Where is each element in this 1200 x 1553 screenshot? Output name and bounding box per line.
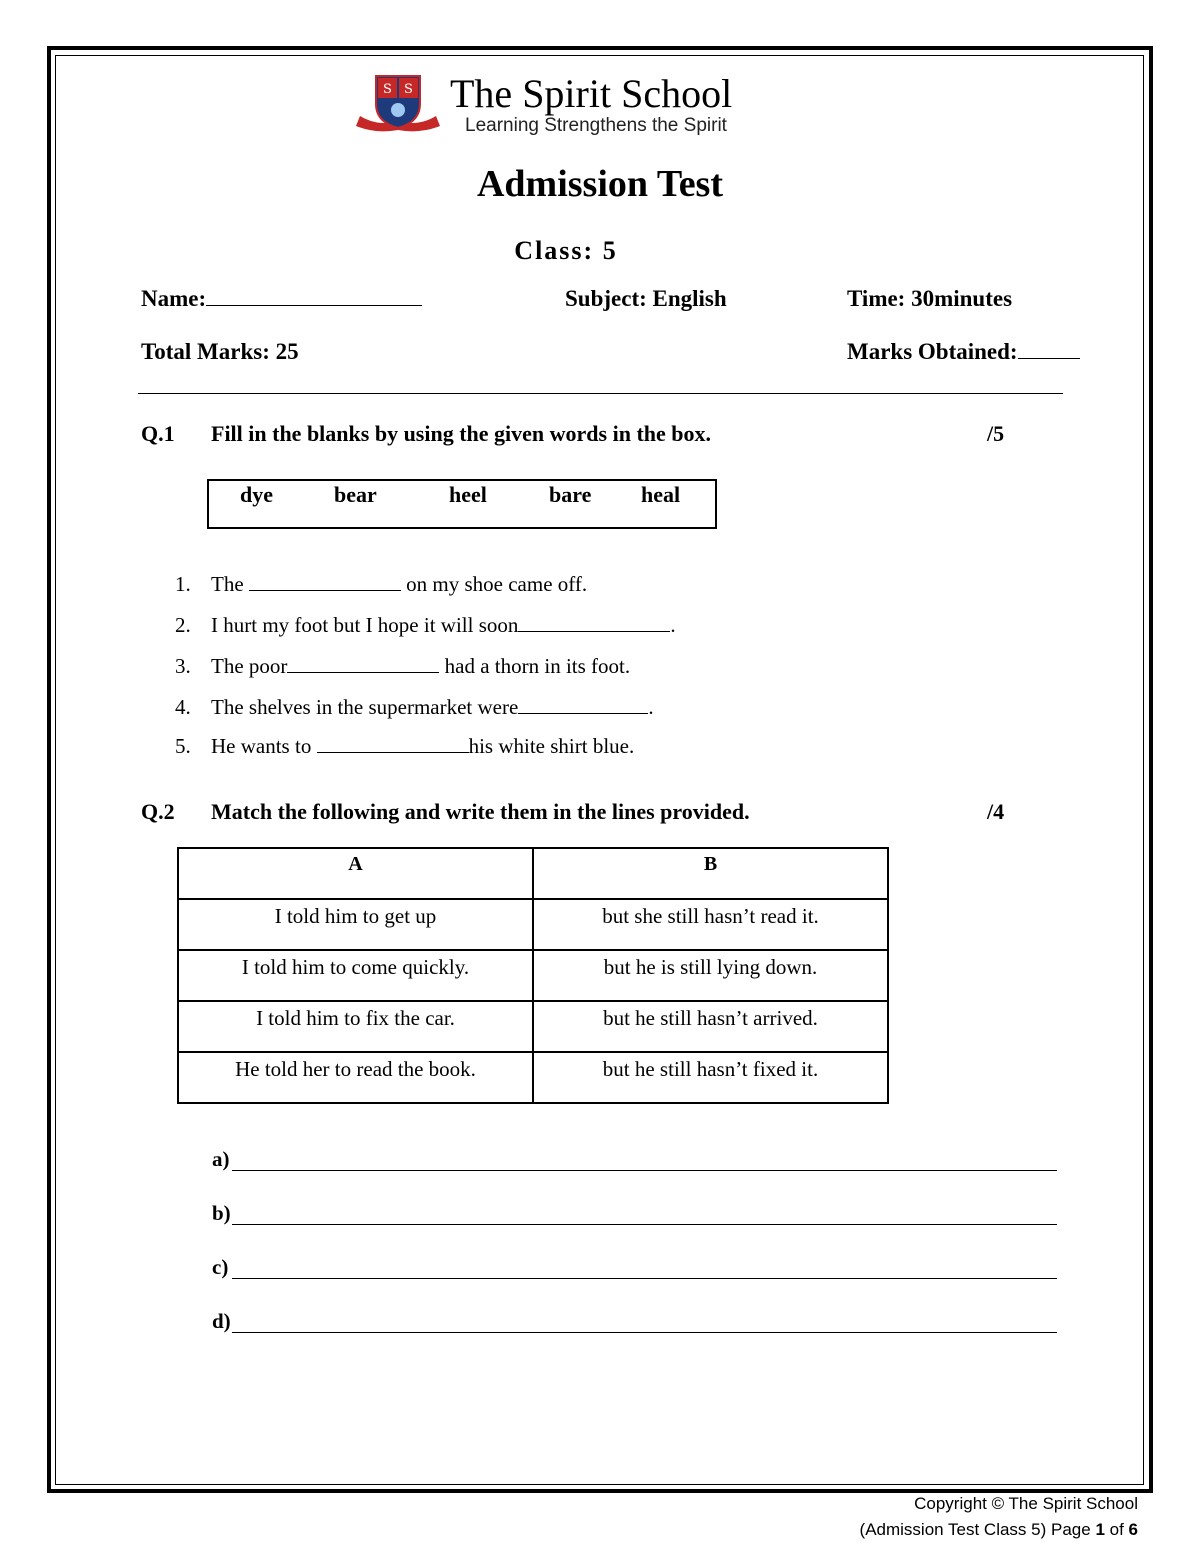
q1-item: 5. He wants to his white shirt blue. — [175, 734, 635, 758]
marks-obtained-field[interactable] — [847, 339, 1080, 365]
page-title: Admission Test — [476, 163, 724, 205]
class-line: Class: 5 — [514, 236, 618, 265]
column-a-cell: I told him to fix the car. — [178, 1001, 533, 1052]
school-tagline: Learning Strengthens the Spirit — [465, 115, 727, 136]
q1-answer-blank[interactable] — [518, 631, 670, 632]
table-row — [178, 1001, 888, 1052]
q1-item-number: 3. — [175, 654, 191, 678]
answer-line-b[interactable] — [212, 1201, 231, 1226]
total-marks: Total Marks: 25 — [141, 339, 299, 364]
column-a-cell: He told her to read the book. — [178, 1052, 533, 1103]
column-b-cell: but he still hasn’t fixed it. — [533, 1052, 888, 1103]
answer-line-d[interactable] — [212, 1309, 231, 1334]
answer-label: b) — [212, 1201, 231, 1225]
q1-answer-blank[interactable] — [287, 672, 439, 673]
match-table — [177, 847, 889, 1104]
q2-marks: /4 — [987, 799, 1005, 824]
marks-obtained-blank[interactable] — [1018, 358, 1080, 359]
answer-label: d) — [212, 1309, 231, 1333]
column-a-cell: I told him to get up — [178, 899, 533, 950]
table-header-row — [178, 848, 888, 899]
footer-copyright: Copyright © The Spirit School — [914, 1494, 1138, 1513]
q2-number: Q.2 — [141, 799, 175, 824]
column-a-cell: I told him to come quickly. — [178, 950, 533, 1001]
answer-label: c) — [212, 1255, 229, 1279]
q2-instruction: Match the following and write them in the lines provided. — [211, 799, 750, 824]
time: Time: 30minutes — [847, 286, 1013, 311]
q1-number: Q.1 — [141, 421, 175, 446]
page-total: 6 — [1128, 1520, 1138, 1539]
subject: Subject: English — [565, 286, 727, 311]
q1-item-number: 4. — [175, 695, 191, 719]
school-logo — [356, 72, 440, 136]
q1-item: 4. The shelves in the supermarket were . — [175, 695, 654, 719]
column-b-cell: but he is still lying down. — [533, 950, 888, 1001]
q1-answer-blank[interactable] — [317, 752, 469, 753]
table-row — [178, 899, 888, 950]
name-label: Name: — [141, 286, 207, 311]
column-b-cell: but she still hasn’t read it. — [533, 899, 888, 950]
word-box-item: dye — [240, 482, 273, 507]
answer-line-a[interactable] — [212, 1147, 230, 1172]
name-blank[interactable] — [206, 305, 422, 306]
q1-item-number: 5. — [175, 734, 191, 758]
answer-label: a) — [212, 1147, 230, 1171]
q1-answer-blank[interactable] — [249, 590, 401, 591]
column-b-header: B — [533, 848, 888, 899]
word-box-item: bare — [549, 482, 592, 507]
footer-page-info: (Admission Test Class 5) Page 1 of 6 — [859, 1520, 1138, 1539]
table-row — [178, 1052, 888, 1103]
logo-letter-right: S — [404, 82, 413, 97]
q1-instruction: Fill in the blanks by using the given words in the box. — [211, 421, 712, 446]
answer-line-c[interactable] — [212, 1255, 228, 1280]
word-box-item: bear — [334, 482, 377, 507]
q1-answer-blank[interactable] — [518, 713, 648, 714]
word-box-item: heal — [641, 482, 681, 507]
column-a-header: A — [178, 848, 533, 899]
page-number: 1 — [1095, 1520, 1105, 1539]
q1-marks: /5 — [987, 421, 1005, 446]
q1-item: 1. The on my shoe came off. — [175, 572, 588, 596]
table-row — [178, 950, 888, 1001]
name-field[interactable] — [141, 286, 422, 312]
q1-item: 3. The poor had a thorn in its foot. — [175, 654, 631, 678]
column-b-cell: but he still hasn’t arrived. — [533, 1001, 888, 1052]
logo-letter-left: S — [383, 82, 392, 97]
q1-item-number: 1. — [175, 572, 191, 596]
school-name: The Spirit School — [450, 71, 733, 116]
word-box-item: heel — [449, 482, 487, 507]
q1-item: 2. I hurt my foot but I hope it will soon . — [175, 613, 676, 637]
marks-obtained-label: Marks Obtained: — [847, 339, 1018, 364]
header-divider — [138, 393, 1063, 394]
q1-item-number: 2. — [175, 613, 191, 637]
